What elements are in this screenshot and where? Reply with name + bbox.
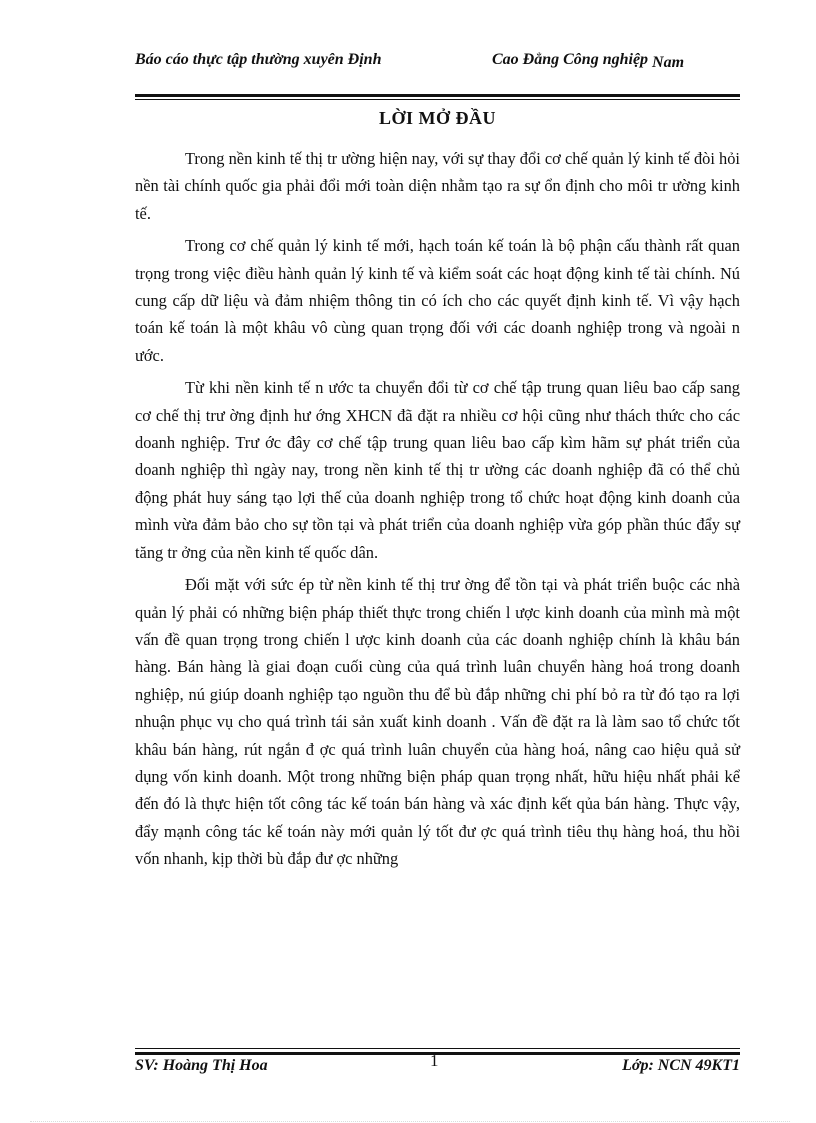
document-body <box>135 145 740 878</box>
paragraph-1: Trong nền kinh tế thị tr ường hiện nay, với sự thay đổi cơ chế quản lý kinh tế đòi hỏi nền tài chính quốc gia phải đổi mới toàn diện nhằm tạo ra sự ổn định cho môi tr ường kinh tế. <box>135 149 740 223</box>
section-title: LỜI MỞ ĐẦU <box>379 108 496 128</box>
school-name-main: Cao Đẳng Công nghiệp <box>492 51 653 68</box>
class-name: Lớp: NCN 49KT1 <box>622 1057 740 1074</box>
paragraph-4: Đối mặt với sức ép từ nền kinh tế thị trư ờng để tồn tại và phát triển buộc các nhà quản lý phải có những biện pháp thiết thực trong chiến l ược kinh doanh của mình mà một vấn đề quan trọng trong chiến l ược kinh doanh của các doanh nghiệp chính là khâu bán hàng. Bán hàng là giai đoạn cuối cùng của quá trình luân chuyển hàng hoá trong doanh nghiệp, nú giúp doanh nghiệp tạo nguồn thu để bù đắp những chi phí bỏ ra từ đó tạo ra lợi nhuận phục vụ cho quá trình tái sản xuất kinh doanh . Vấn đề đặt ra là làm sao tổ chức tốt khâu bán hàng, rút ngắn đ ợc quá trình luân chuyển của hàng hoá, nâng cao hiệu quả sử dụng vốn kinh doanh. Một trong những biện pháp quan trọng nhất, hữu hiệu nhất phải kể đến đó là thực hiện tốt công tác kế toán bán hàng và xác định kết qủa bán hàng. Thực vậy, đẩy mạnh công tác kế toán này mới quản lý tốt đư ợc quá trình tiêu thụ hàng hoá, thu hồi vốn nhanh, kịp thời bù đắp đư ợc những <box>135 575 740 869</box>
school-name <box>492 50 684 69</box>
paragraph-3: Từ khi nền kinh tế n ước ta chuyển đổi từ cơ chế tập trung quan liêu bao cấp sang cơ chế thị trư ờng định hư ớng XHCN đã đặt ra nhiều cơ hội cũng như thách thức cho các doanh nghiệp. Trư ớc đây cơ chế tập trung quan liêu bao cấp kìm hãm sự phát triển của doanh nghiệp thì ngày nay, trong nền kinh tế thị tr ường các doanh nghiệp đã có thể chủ động phát huy sáng tạo lợi thế của doanh nghiệp trong tổ chức hoạt động kinh doanh của mình vừa đảm bảo cho sự tồn tại và phát triển của doanh nghiệp vừa góp phần thúc đẩy sự tăng tr ởng của nền kinh tế quốc dân. <box>135 378 740 562</box>
header-rule-thick <box>135 94 740 97</box>
school-name-tail: Nam <box>652 54 685 71</box>
page-number: 1 <box>430 1051 439 1070</box>
page-edge-dotted-line <box>30 1121 790 1122</box>
page-footer <box>135 1051 740 1078</box>
header-rule-thin <box>135 99 740 100</box>
student-name: SV: Hoàng Thị Hoa <box>135 1057 268 1074</box>
page-header <box>135 50 740 94</box>
report-title: Báo cáo thực tập thường xuyên Định <box>135 51 382 68</box>
paragraph-2: Trong cơ chế quản lý kinh tế mới, hạch toán kế toán là bộ phận cấu thành rất quan trọng trong việc điều hành quản lý kinh tế và kiểm soát các hoạt động kinh tế tài chính. Nú cung cấp dữ liệu và đảm nhiệm thông tin có ích cho các quyết định kinh tế. Vì vậy hạch toán kế toán là một khâu vô cùng quan trọng đối với các doanh nghiệp trong và ngoài n ước. <box>135 236 740 365</box>
footer-rule-thin <box>135 1048 740 1049</box>
